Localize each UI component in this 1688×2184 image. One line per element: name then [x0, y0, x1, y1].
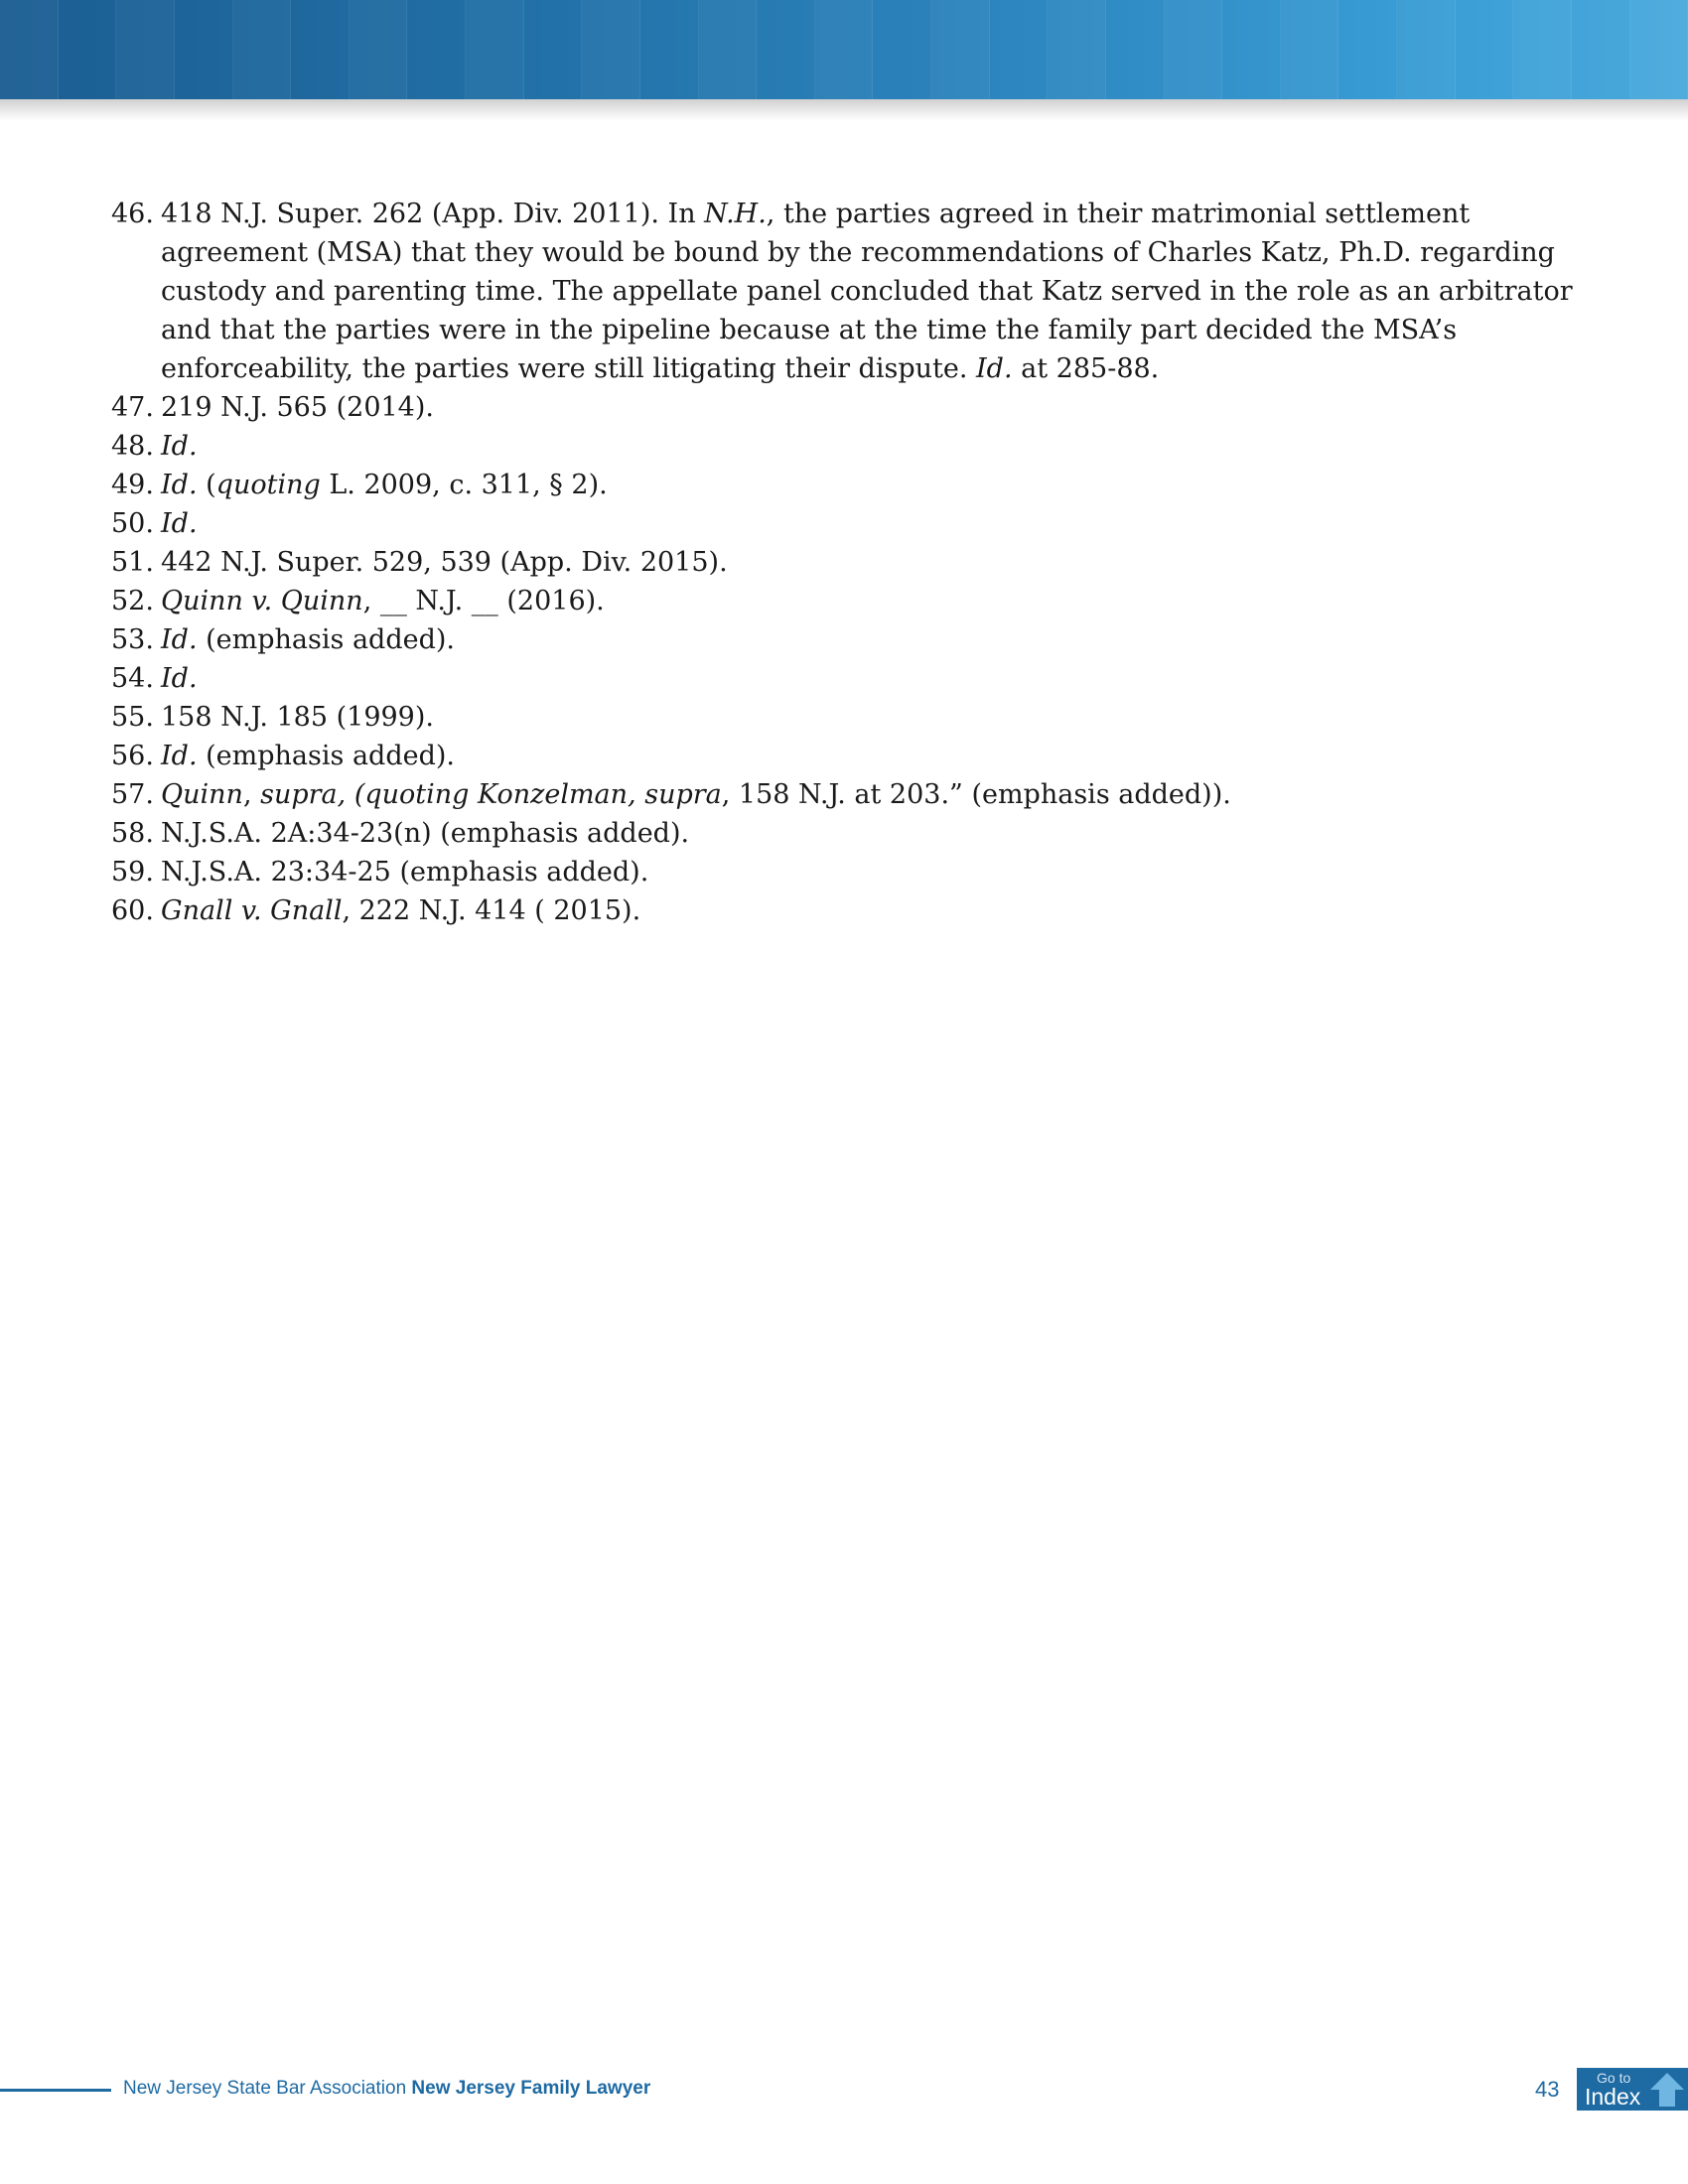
endnote-number: 47.: [111, 392, 154, 423]
endnote-number: 52.: [111, 586, 154, 616]
endnote-item: [111, 620, 1581, 659]
go-to-index-button[interactable]: [1577, 2068, 1688, 2111]
endnote-segment: N.J.S.A. 23:34-25 (emphasis added).: [161, 857, 649, 887]
endnote-text: [161, 620, 1581, 659]
endnote-number: 56.: [111, 741, 154, 771]
header-banner: [0, 0, 1688, 99]
endnote-italic-segment: Quinn v. Quinn: [161, 586, 363, 616]
endnote-text: [161, 195, 1581, 388]
footer-association: New Jersey State Bar Association: [123, 2078, 407, 2099]
endnote-number: 48.: [111, 431, 154, 462]
endnote-italic-segment: supra, (quoting Konzelman, supra: [260, 779, 722, 810]
endnote-segment: 158 N.J. 185 (1999).: [161, 702, 434, 733]
header-stripes: [0, 0, 1688, 99]
endnote-italic-segment: Gnall v. Gnall: [161, 895, 343, 926]
endnote-segment: ,: [242, 779, 261, 810]
endnote-item: [111, 853, 1581, 891]
endnote-text: [161, 891, 1581, 930]
endnote-number: 54.: [111, 663, 154, 694]
endnote-italic-segment: Quinn: [161, 779, 243, 810]
endnote-number: 57.: [111, 779, 154, 810]
endnote-segment: 219 N.J. 565 (2014).: [161, 392, 434, 423]
endnote-number: 55.: [111, 702, 154, 733]
endnote-item: [111, 195, 1581, 388]
endnote-segment: , 222 N.J. 414 ( 2015).: [342, 895, 641, 926]
endnote-text: [161, 853, 1581, 891]
up-arrow-icon: [1648, 2071, 1686, 2109]
endnote-item: [111, 388, 1581, 427]
endnote-number: 60.: [111, 895, 154, 926]
endnote-text: [161, 582, 1581, 620]
endnote-text: [161, 698, 1581, 737]
endnote-number: 59.: [111, 857, 154, 887]
endnote-text: [161, 543, 1581, 582]
endnote-item: [111, 659, 1581, 698]
endnote-item: [111, 737, 1581, 775]
endnote-item: [111, 466, 1581, 504]
endnote-italic-segment: Id.: [161, 624, 198, 655]
endnote-number: 50.: [111, 508, 154, 539]
endnote-number: 51.: [111, 547, 154, 578]
endnote-segment: (emphasis added).: [197, 741, 455, 771]
endnote-italic-segment: Id.: [161, 741, 198, 771]
endnote-text: [161, 427, 1581, 466]
endnote-segment: , 158 N.J. at 203.” (emphasis added)).: [721, 779, 1231, 810]
endnote-number: 49.: [111, 470, 154, 500]
endnote-item: [111, 427, 1581, 466]
endnote-text: [161, 659, 1581, 698]
endnote-segment: 442 N.J. Super. 529, 539 (App. Div. 2015).: [161, 547, 728, 578]
endnote-italic-segment: Id.: [161, 508, 198, 539]
endnote-item: [111, 504, 1581, 543]
endnote-number: 46.: [111, 199, 154, 229]
endnote-italic-segment: N.H.: [704, 199, 767, 229]
endnote-segment: , __ N.J. __ (2016).: [362, 586, 605, 616]
endnote-item: [111, 775, 1581, 814]
endnote-italic-segment: Id.: [976, 353, 1013, 384]
endnote-text: [161, 814, 1581, 853]
endnote-item: [111, 814, 1581, 853]
endnotes-list: [111, 195, 1581, 930]
endnote-text: [161, 504, 1581, 543]
endnote-italic-segment: Id.: [161, 470, 198, 500]
endnote-text: [161, 775, 1581, 814]
endnote-italic-segment: Id.: [161, 431, 198, 462]
footer-rule: [0, 2089, 111, 2092]
endnote-item: [111, 543, 1581, 582]
endnote-italic-segment: Id.: [161, 663, 198, 694]
endnote-item: [111, 891, 1581, 930]
endnote-segment: 418 N.J. Super. 262 (App. Div. 2011). In: [161, 199, 705, 229]
endnote-text: [161, 466, 1581, 504]
footer-publication: New Jersey Family Lawyer: [411, 2078, 651, 2099]
endnote-number: 53.: [111, 624, 154, 655]
index-label: Index: [1585, 2084, 1641, 2110]
page-number: 43: [1535, 2077, 1560, 2102]
endnote-text: [161, 388, 1581, 427]
endnote-text: [161, 737, 1581, 775]
endnote-italic-segment: quoting: [215, 470, 321, 500]
endnote-segment: at 285-88.: [1012, 353, 1160, 384]
endnote-segment: L. 2009, c. 311, § 2).: [320, 470, 608, 500]
header-shadow: [0, 99, 1688, 121]
footer-publication-line: [123, 2078, 650, 2100]
endnote-segment: N.J.S.A. 2A:34-23(n) (emphasis added).: [161, 818, 690, 849]
endnote-item: [111, 582, 1581, 620]
go-to-label: Go to: [1597, 2070, 1631, 2086]
endnote-item: [111, 698, 1581, 737]
endnote-segment: (emphasis added).: [197, 624, 455, 655]
endnote-number: 58.: [111, 818, 154, 849]
endnote-segment: (: [197, 470, 216, 500]
endnote-segment: , the parties agreed in their matrimonial settlement agreement (MSA) that they would be bound by the recommendations of Charles Katz, Ph.D. regarding custody and parenting time. The appellate panel concluded that Katz served in the role as an arbitrator and that the parties were in the pipeline because at the time the family part decided the MSA’s enforceability, the parties were still litigating their dispute.: [161, 199, 1573, 384]
